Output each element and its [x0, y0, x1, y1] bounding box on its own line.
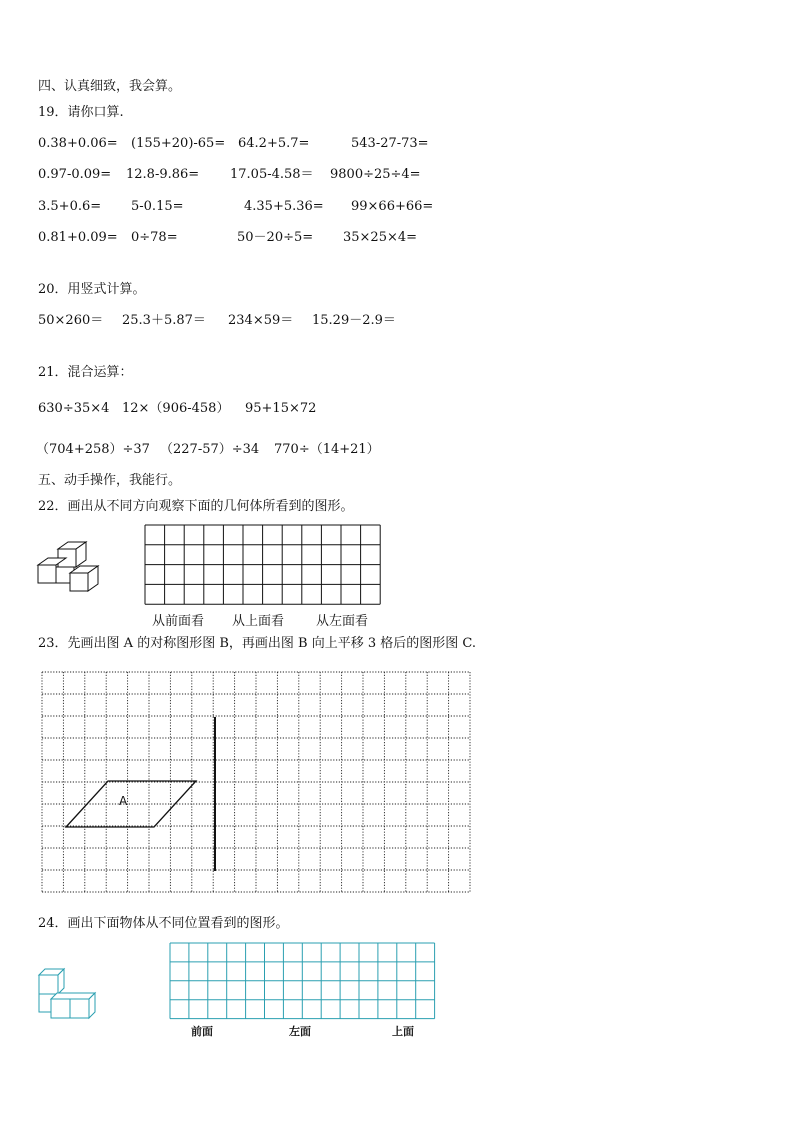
q24-title: 24．画出下面物体从不同位置看到的图形。	[38, 916, 289, 931]
q24-label-left: 左面	[289, 1025, 311, 1038]
q21-row2-item-3: 770÷（14+21）	[274, 442, 380, 457]
q19-r3-c4: 99×66+66=	[351, 199, 434, 214]
q22-label-left: 从左面看	[316, 614, 369, 629]
q24-cube-object	[36, 966, 98, 1022]
q19-r1-c3: 64.2+5.7=	[238, 136, 310, 151]
section-5-title: 五、动手操作，我能行。	[38, 473, 182, 488]
q19-r2-c1: 0.97-0.09=	[38, 167, 112, 182]
q21-row2-item-1: （704+258）÷37	[36, 442, 150, 457]
q22-label-top: 从上面看	[232, 614, 285, 629]
q21-row1-item-3: 95+15×72	[245, 401, 317, 416]
q20-item-4: 15.29－2.9＝	[312, 313, 396, 328]
q19-r1-c4: 543-27-73=	[351, 136, 429, 151]
q24-label-front: 前面	[191, 1025, 213, 1038]
q21-row2-item-2: （227-57）÷34	[160, 442, 260, 457]
q23-dotted-grid[interactable]	[42, 672, 472, 894]
q20-title: 20．用竖式计算。	[38, 282, 146, 297]
q19-r4-c1: 0.81+0.09=	[38, 230, 118, 245]
q23-title: 23．先画出图 A 的对称图形图 B，再画出图 B 向上平移 3 格后的图形图 C.	[38, 636, 476, 651]
q19-r4-c4: 35×25×4=	[343, 230, 418, 245]
q22-drawing-grid[interactable]	[145, 525, 381, 605]
q21-row1-item-1: 630÷35×4	[38, 401, 110, 416]
q19-r4-c2: 0÷78=	[131, 230, 178, 245]
q19-r2-c2: 12.8-9.86=	[126, 167, 200, 182]
q19-title: 19．请你口算.	[38, 105, 124, 120]
q21-title: 21．混合运算：	[38, 365, 133, 380]
q19-r2-c3: 17.05-4.58＝	[230, 167, 314, 182]
q19-r3-c2: 5-0.15=	[131, 199, 184, 214]
q24-drawing-grid[interactable]	[170, 943, 435, 1019]
q20-item-1: 50×260＝	[38, 313, 104, 328]
q22-cube-solid-figure	[36, 540, 108, 600]
q19-r3-c1: 3.5+0.6=	[38, 199, 102, 214]
figure-a-label: A	[119, 794, 128, 808]
q19-r3-c3: 4.35+5.36=	[244, 199, 324, 214]
q22-title: 22．画出从不同方向观察下面的几何体所看到的图形。	[38, 499, 354, 514]
q19-r1-c2: (155+20)-65=	[131, 136, 226, 151]
q19-r2-c4: 9800÷25÷4=	[330, 167, 421, 182]
q20-item-2: 25.3＋5.87＝	[122, 313, 206, 328]
q22-label-front: 从前面看	[152, 614, 205, 629]
q24-label-top: 上面	[392, 1025, 414, 1038]
q19-r1-c1: 0.38+0.06=	[38, 136, 118, 151]
section-4-title: 四、认真细致，我会算。	[38, 79, 182, 94]
q19-r4-c3: 50－20÷5=	[237, 230, 314, 245]
q20-item-3: 234×59＝	[228, 313, 294, 328]
q21-row1-item-2: 12×（906-458）	[122, 401, 230, 416]
